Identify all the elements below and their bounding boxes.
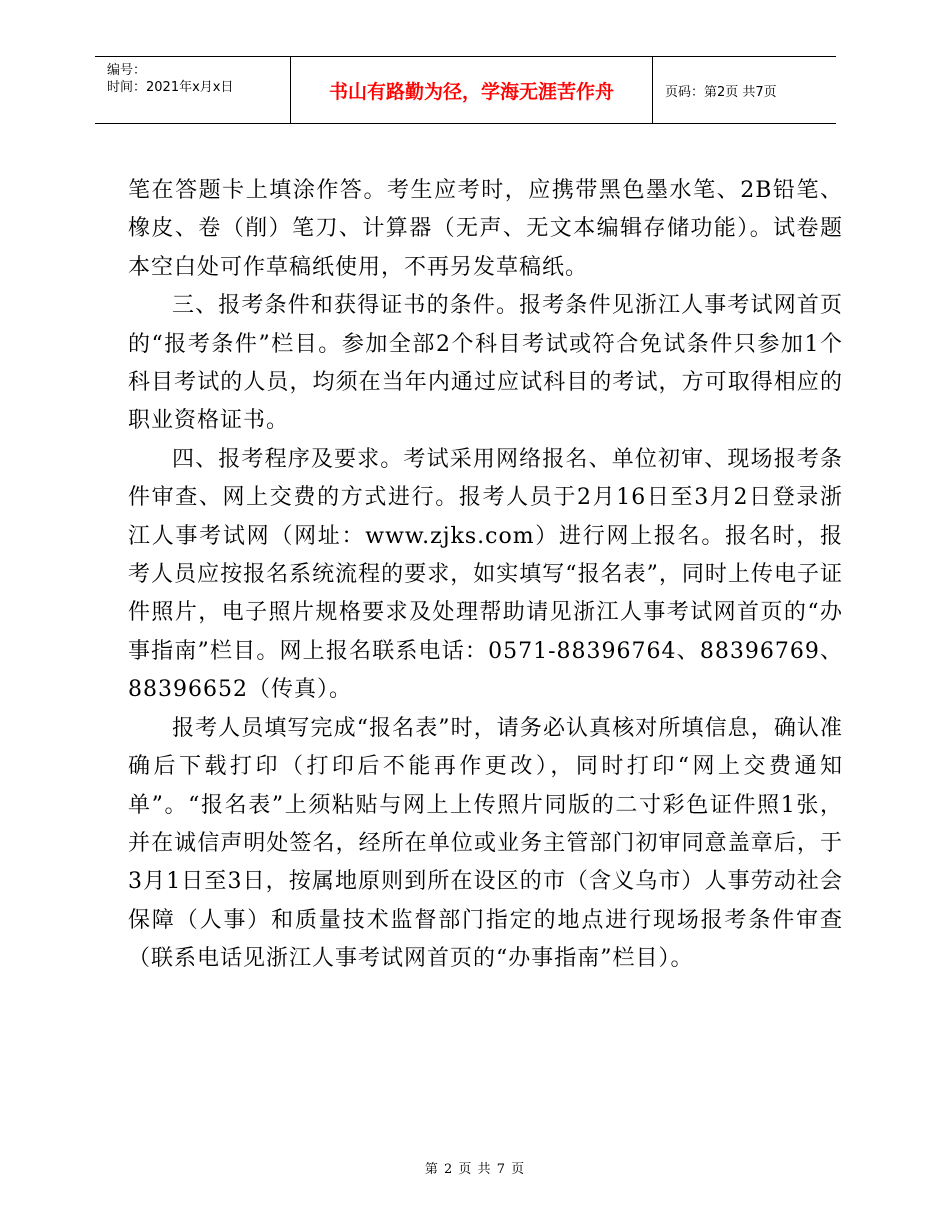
paragraph-section-four: 四、报考程序及要求。考试采用网络报名、单位初审、现场报考条件审查、网上交费的方式进行。报考人员于2月16日至3月2日登录浙江人事考试网（网址：www.zjks.com）进行网上报名。报名时，报考人员应按报名系统流程的要求，如实填写“报名表”，同时上传电子证件照片，电子照片规格要求及处理帮助请见浙江人事考试网首页的“办事指南”栏目。网上报名联系电话：0571-88396764、88396769、88396652（传真）。: [128, 446, 843, 703]
header-meta: [95, 57, 291, 123]
header-page-info: 页码：第2页 共7页: [665, 84, 777, 100]
page-footer: 第 2 页 共 7 页: [424, 1162, 526, 1177]
page-header: [95, 56, 836, 124]
paragraph-section-three: 三、报考条件和获得证书的条件。报考条件见浙江人事考试网首页的“报考条件”栏目。参加全部2个科目考试或符合免试条件只参加1个科目考试的人员，均须在当年内通过应试科目的考试，方可取得相应的职业资格证书。: [128, 293, 843, 434]
header-motto: 书山有路勤为径，学海无涯苦作舟: [291, 57, 653, 123]
paragraph-continuation: 笔在答题卡上填涂作答。考生应考时，应携带黑色墨水笔、2B铅笔、橡皮、卷（削）笔刀、计算器（无声、无文本编辑存储功能）。试卷题本空白处可作草稿纸使用，不再另发草稿纸。: [128, 178, 843, 280]
document-time-label: 时间：2021年x月x日: [107, 80, 234, 95]
document-number-label: 编号：: [107, 63, 147, 78]
paragraph-registration-form: 报考人员填写完成“报名表”时，请务必认真核对所填信息，确认准确后下载打印（打印后不能再作更改），同时打印“网上交费通知单”。“报名表”上须粘贴与网上上传照片同版的二寸彩色证件照1张，并在诚信声明处签名，经所在单位或业务主管部门初审同意盖章后，于3月1日至3日，按属地原则到所在设区的市（含义乌市）人事劳动社会保障（人事）和质量技术监督部门指定的地点进行现场报考条件审查（联系电话见浙江人事考试网首页的“办事指南”栏目）。: [128, 715, 843, 972]
document-body: [128, 172, 843, 979]
